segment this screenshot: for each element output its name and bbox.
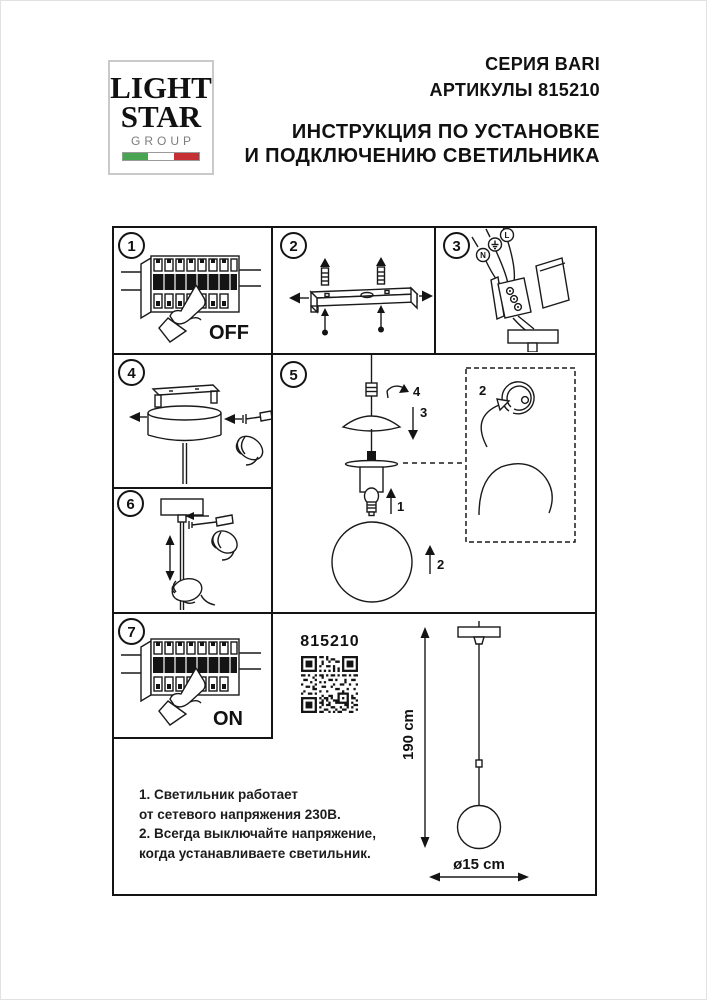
shade-step-label: 3 bbox=[420, 405, 428, 420]
italian-flag-icon bbox=[122, 152, 200, 161]
detail-sphere-arc bbox=[479, 464, 552, 515]
article-number: 815210 bbox=[300, 633, 360, 650]
step-7-number: 7 bbox=[118, 618, 145, 645]
mounting-bracket-icon bbox=[311, 288, 417, 312]
step-6-number: 6 bbox=[117, 490, 144, 517]
sphere-step-label: 2 bbox=[437, 557, 445, 572]
svg-text:N: N bbox=[480, 251, 486, 260]
diameter-label: ø15 cm bbox=[453, 856, 505, 873]
nut-step-label: 4 bbox=[413, 384, 421, 399]
wall-anchor-icon bbox=[320, 257, 386, 285]
step-5-number: 5 bbox=[280, 361, 307, 388]
glass-sphere-icon bbox=[332, 522, 412, 602]
terminal-cover-icon bbox=[536, 258, 569, 308]
shade-saucer-icon bbox=[343, 416, 400, 461]
suspension-rod-icon bbox=[366, 355, 377, 417]
down-arrow bbox=[408, 407, 418, 440]
grid-hline-row3 bbox=[112, 612, 597, 614]
doc-title-line2: И ПОДКЛЮЧЕНИЮ СВЕТИЛЬНИКА bbox=[244, 145, 600, 167]
detail-inset-box bbox=[466, 368, 575, 542]
wire-label-n bbox=[477, 249, 490, 262]
doc-title-line1: ИНСТРУКЦИЯ ПО УСТАНОВКЕ bbox=[291, 121, 600, 143]
screwdriver-icon bbox=[243, 411, 271, 424]
note-line: 2. Всегда выключайте напряжение, bbox=[139, 826, 376, 841]
article-title: АРТИКУЛЫ 815210 bbox=[429, 80, 600, 100]
pendant-lamp-icon bbox=[458, 621, 501, 849]
up-down-arrow bbox=[166, 535, 175, 581]
height-label: 190 cm bbox=[400, 709, 417, 760]
hand-icon bbox=[233, 432, 267, 465]
note-line: когда устанавливаете светильник. bbox=[139, 845, 371, 861]
socket-holder-icon bbox=[346, 461, 398, 493]
step-3-number: 3 bbox=[443, 232, 470, 259]
up-arrow-sphere bbox=[425, 545, 435, 574]
pendant-dimension-drawing bbox=[400, 618, 550, 890]
bulb-step-label: 1 bbox=[397, 499, 405, 514]
screwdriver-icon bbox=[189, 515, 233, 529]
ceiling-bracket-icon bbox=[153, 385, 219, 407]
note-line: 1. Светильник работает bbox=[139, 787, 299, 802]
canopy-cylinder-icon bbox=[148, 406, 221, 484]
upper-hand-icon bbox=[209, 526, 242, 560]
logo-light: LIGHT bbox=[110, 70, 212, 105]
height-dimension-arrow bbox=[400, 627, 430, 848]
rotate-arrow bbox=[387, 384, 409, 398]
wire-label-l bbox=[501, 229, 514, 242]
up-arrow-bulb bbox=[386, 488, 396, 514]
series-title: СЕРИЯ BARI bbox=[485, 54, 600, 74]
threaded-ring-icon bbox=[502, 382, 534, 414]
safety-notes bbox=[139, 785, 376, 863]
qr-code bbox=[301, 656, 358, 713]
diameter-dimension-arrow bbox=[429, 856, 529, 882]
gripping-hand-icon bbox=[170, 575, 215, 605]
logo-star: STAR bbox=[120, 98, 202, 134]
step-4-number: 4 bbox=[118, 359, 145, 386]
lightstar-logo bbox=[108, 60, 214, 175]
terminal-block-icon bbox=[491, 277, 531, 319]
bulb-icon bbox=[365, 488, 379, 516]
canopy-icon bbox=[508, 316, 558, 352]
logo-group: GROUP bbox=[130, 134, 195, 149]
on-label: ON bbox=[213, 708, 243, 730]
note-line: от сетевого напряжения 230В. bbox=[139, 806, 341, 822]
svg-text:L: L bbox=[504, 231, 510, 240]
step-2-number: 2 bbox=[280, 232, 307, 259]
earth-symbol-icon bbox=[489, 238, 502, 251]
screw-icon bbox=[321, 305, 385, 336]
detail-step-label: 2 bbox=[479, 383, 487, 398]
grid-hline-cell7 bbox=[112, 737, 272, 739]
step-1-number: 1 bbox=[118, 232, 145, 259]
step-5-assembly-drawing bbox=[273, 355, 595, 611]
off-label: OFF bbox=[209, 322, 249, 344]
